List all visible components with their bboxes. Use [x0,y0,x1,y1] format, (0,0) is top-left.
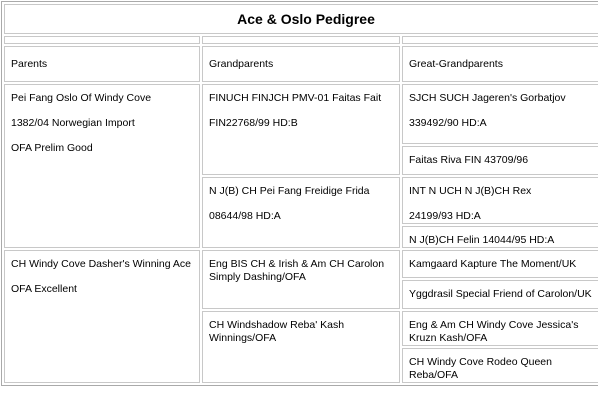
great-grandparent-name: Yggdrasil Special Friend of Carolon/UK [409,288,592,300]
grandparent-cell [202,177,400,248]
grandparent-cell [202,250,400,309]
great-grandparent-cell [402,250,598,278]
great-grandparent-cell [402,146,598,175]
great-grandparent-cell [402,280,598,309]
great-grandparent-cell [402,84,598,144]
great-grandparent-registration: 24199/93 HD:A [409,210,481,222]
page-title: Ace & Oslo Pedigree [4,4,598,34]
great-grandparent-name: INT N UCH N J(B)CH Rex [409,185,532,197]
great-grandparent-name: Faitas Riva FIN 43709/96 [409,154,529,166]
spacer-cell [202,36,400,44]
parent-dam [4,250,200,383]
great-grandparent-name: CH Windy Cove Rodeo Queen Reba/OFA [409,356,552,381]
grandparent-name: CH Windshadow Reba' Kash Winnings/OFA [209,319,345,344]
great-grandparent-registration: 339492/90 HD:A [409,117,487,129]
great-grandparent-cell [402,311,598,346]
great-grandparent-name: Eng & Am CH Windy Cove Jessica's Kruzn Kash/OFA [409,319,579,344]
parent-health: OFA Excellent [11,283,77,295]
spacer-cell [402,36,598,44]
parent-health: OFA Prelim Good [11,142,93,154]
grandparent-name: FINUCH FINJCH PMV-01 Faitas Fait [209,92,382,104]
great-grandparent-cell [402,226,598,248]
great-grandparent-name: N J(B)CH Felin 14044/95 HD:A [409,234,555,246]
grandparent-cell [202,311,400,383]
great-grandparent-cell [402,348,598,383]
parent-registration: 1382/04 Norwegian Import [11,117,135,129]
grandparent-registration: 08644/98 HD:A [209,210,281,222]
header-parents: Parents [4,46,200,82]
parent-sire [4,84,200,248]
pedigree-table [1,1,598,386]
header-grandparents: Grandparents [202,46,400,82]
great-grandparent-cell [402,177,598,224]
grandparent-cell [202,84,400,175]
parent-name: Pei Fang Oslo Of Windy Cove [11,92,152,104]
header-great-grandparents: Great-Grandparents [402,46,598,82]
great-grandparent-name: SJCH SUCH Jageren's Gorbatjov [409,92,566,104]
grandparent-name: N J(B) CH Pei Fang Freidige Frida [209,185,370,197]
grandparent-registration: FIN22768/99 HD:B [209,117,298,129]
parent-name: CH Windy Cove Dasher's Winning Ace [11,258,191,270]
great-grandparent-name: Kamgaard Kapture The Moment/UK [409,258,577,270]
spacer-cell [4,36,200,44]
grandparent-name: Eng BIS CH & Irish & Am CH Carolon Simply Dashing/OFA [209,258,385,283]
